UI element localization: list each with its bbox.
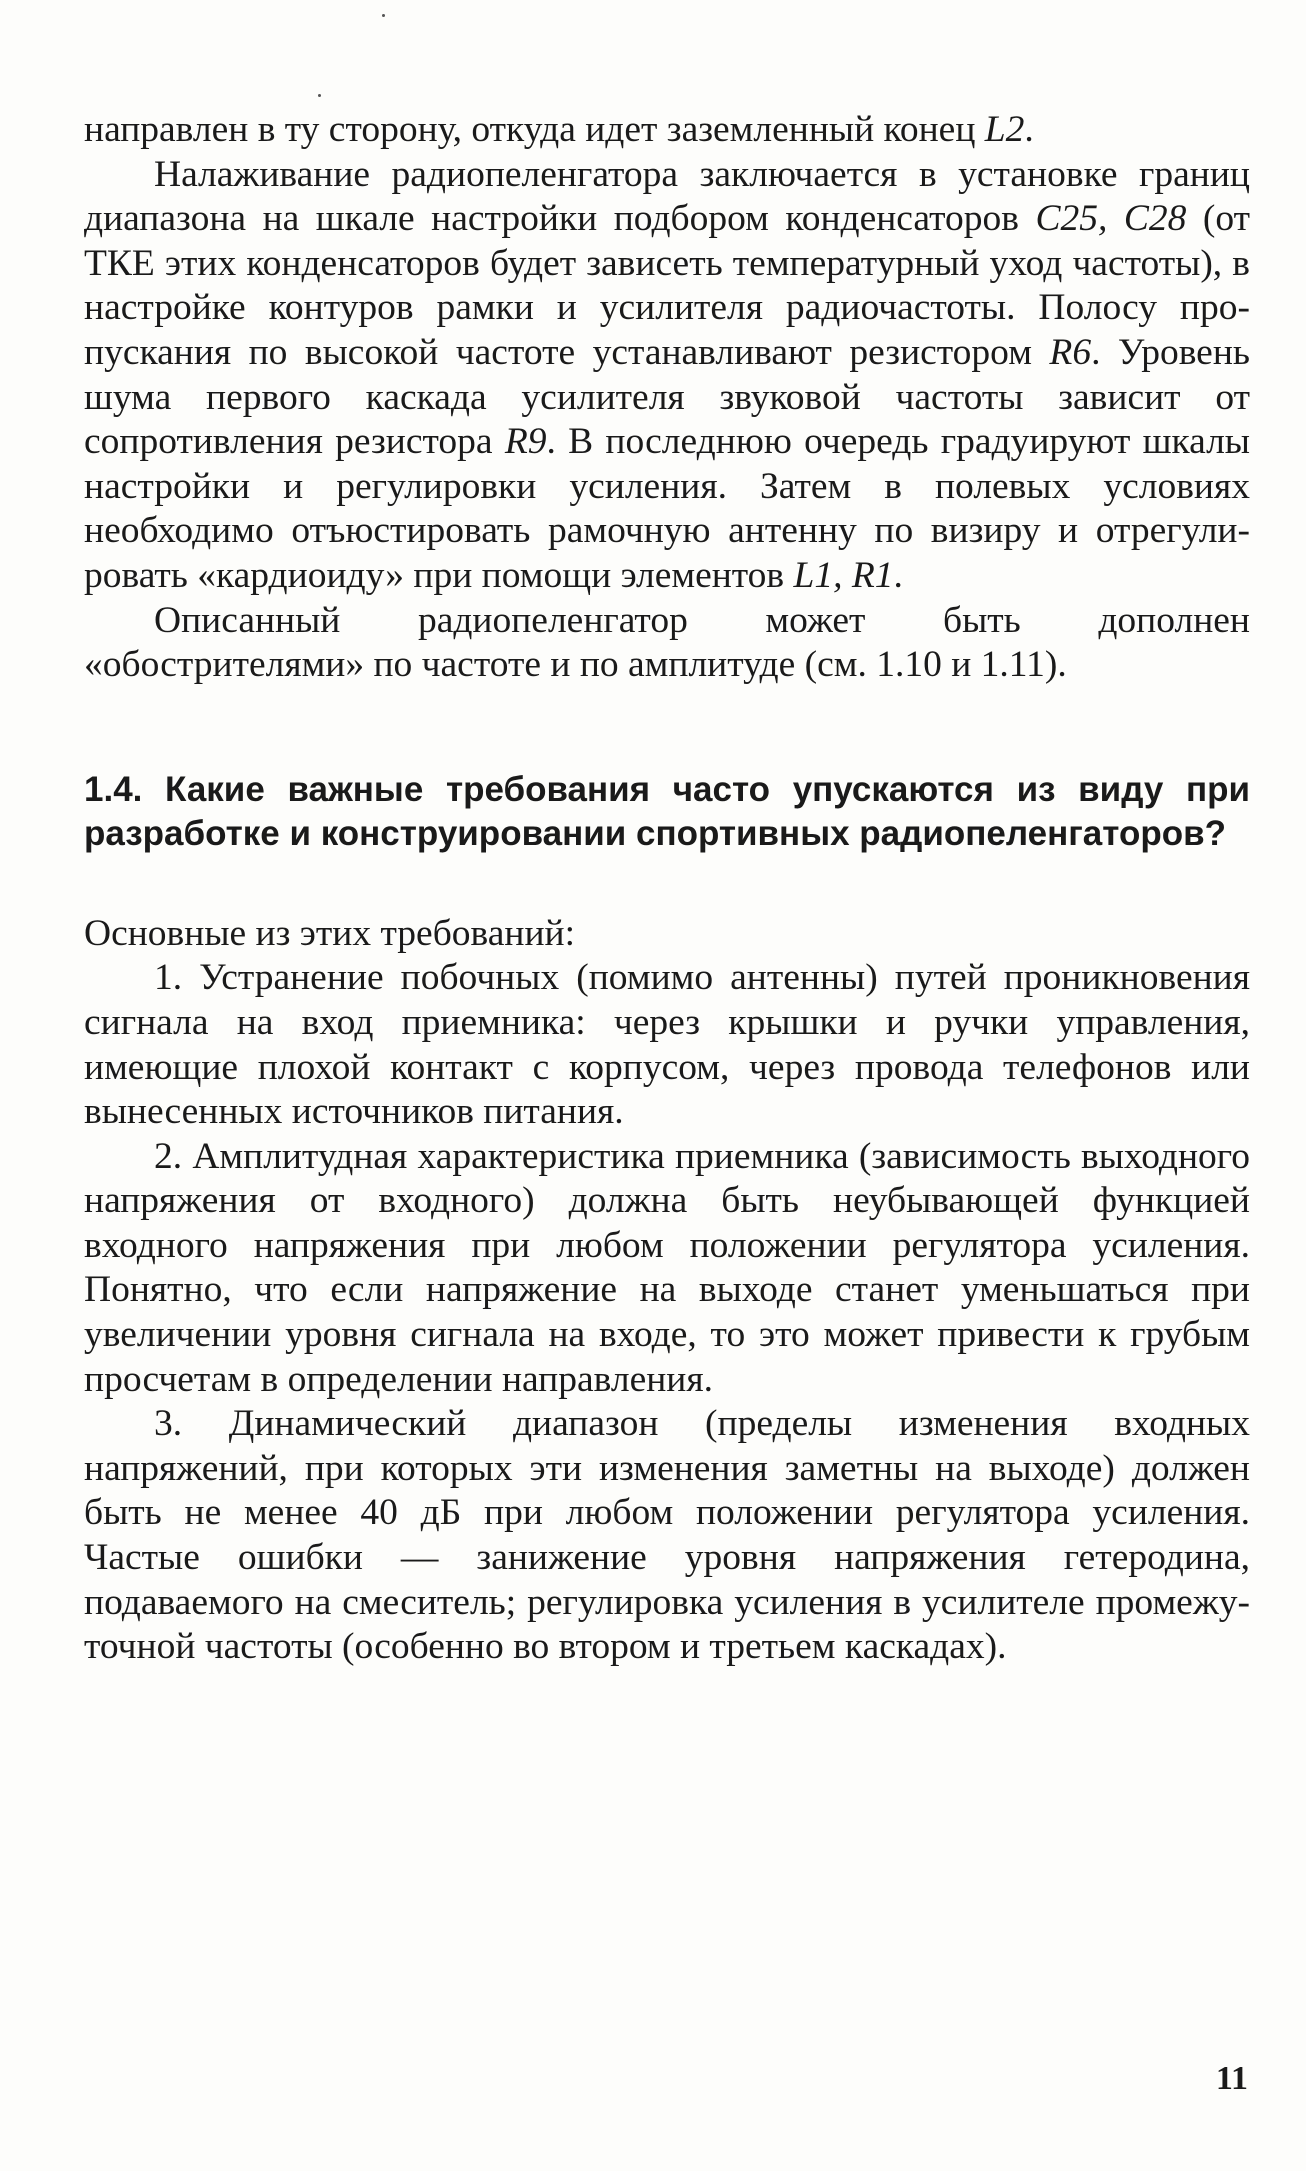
page-number: 11 [1215, 2060, 1248, 2097]
component-ref-c25-c28: C25, C28 [1035, 198, 1187, 240]
continued-paragraph: направлен в ту сторону, откуда идет заземленный конец L2. [84, 109, 1034, 150]
book-page [84, 108, 1250, 1670]
component-ref-l2: L2 [984, 109, 1025, 150]
component-ref-l1-r1: L1, R1 [793, 554, 894, 596]
component-ref-r9: R9 [504, 421, 547, 463]
print-speck [382, 14, 385, 17]
requirements-intro: Основные из этих требований: [84, 912, 576, 954]
requirement-item-1: 1. Устранение побочных (помимо антенны) путей проникновения сигнала на вход приемника: через крышки и ручки управления, имеющие плохой контакт с корпусом, через провода телефонов или вынесенных источников питания. [84, 957, 1250, 1133]
component-ref-r6: R6 [1049, 331, 1092, 373]
tuning-paragraph: Налаживание радиопеленгатора заключается в установке границ диапазона на шкале настройки подбором конденсаторов C25, C28 (от ТКЕ этих конденсаторов будет зависеть температурный уход частоты), в настройке контуров рамки и усилителя радиочастоты. Полосу пропускания по высокой частоте устанавливают резистором R6. Уровень шума первого каскада усилителя звуковой частоты зависит от сопротивления резистора R9. В последнюю очередь градуируют шкалы настройки и регулировки усиления. Затем в полевых условиях необходимо отъюстировать рамочную антенну по визиру и отрегулировать «кардиоиду» при помощи элементов L1, R1. [84, 153, 1251, 596]
section-heading: 1.4. Какие важные требования часто упускаются из виду при разработке и конструировании спортивных радиопеленгаторов? [84, 769, 1250, 853]
requirement-item-3: 3. Динамический диапазон (пределы изменения входных напряжений, при которых эти изменения заметны на выходе) должен быть не менее 40 дБ при любом положении регулятора усиления. Частые ошибки — занижение уровня напряжения гетеродина, подаваемого на смеситель; регулировка усиления в усилителе промежуточной частоты (особенно во втором и третьем каскадах). [84, 1403, 1250, 1668]
print-speck [318, 94, 321, 97]
supplement-paragraph: Описанный радиопеленгатор может быть дополнен «обострителями» по частоте и по амплитуде (см. 1.10 и 1.11). [84, 599, 1250, 686]
requirement-item-2: 2. Амплитудная характеристика приемника (зависимость выходного напряжения от входного) должна быть неубывающей функцией входного напряжения при любом положении регулятора усиления. Понятно, что если напряжение на выходе станет уменьшаться при увеличении уровня сигнала на входе, то это может привести к грубым просчетам в определении направления. [84, 1135, 1250, 1400]
